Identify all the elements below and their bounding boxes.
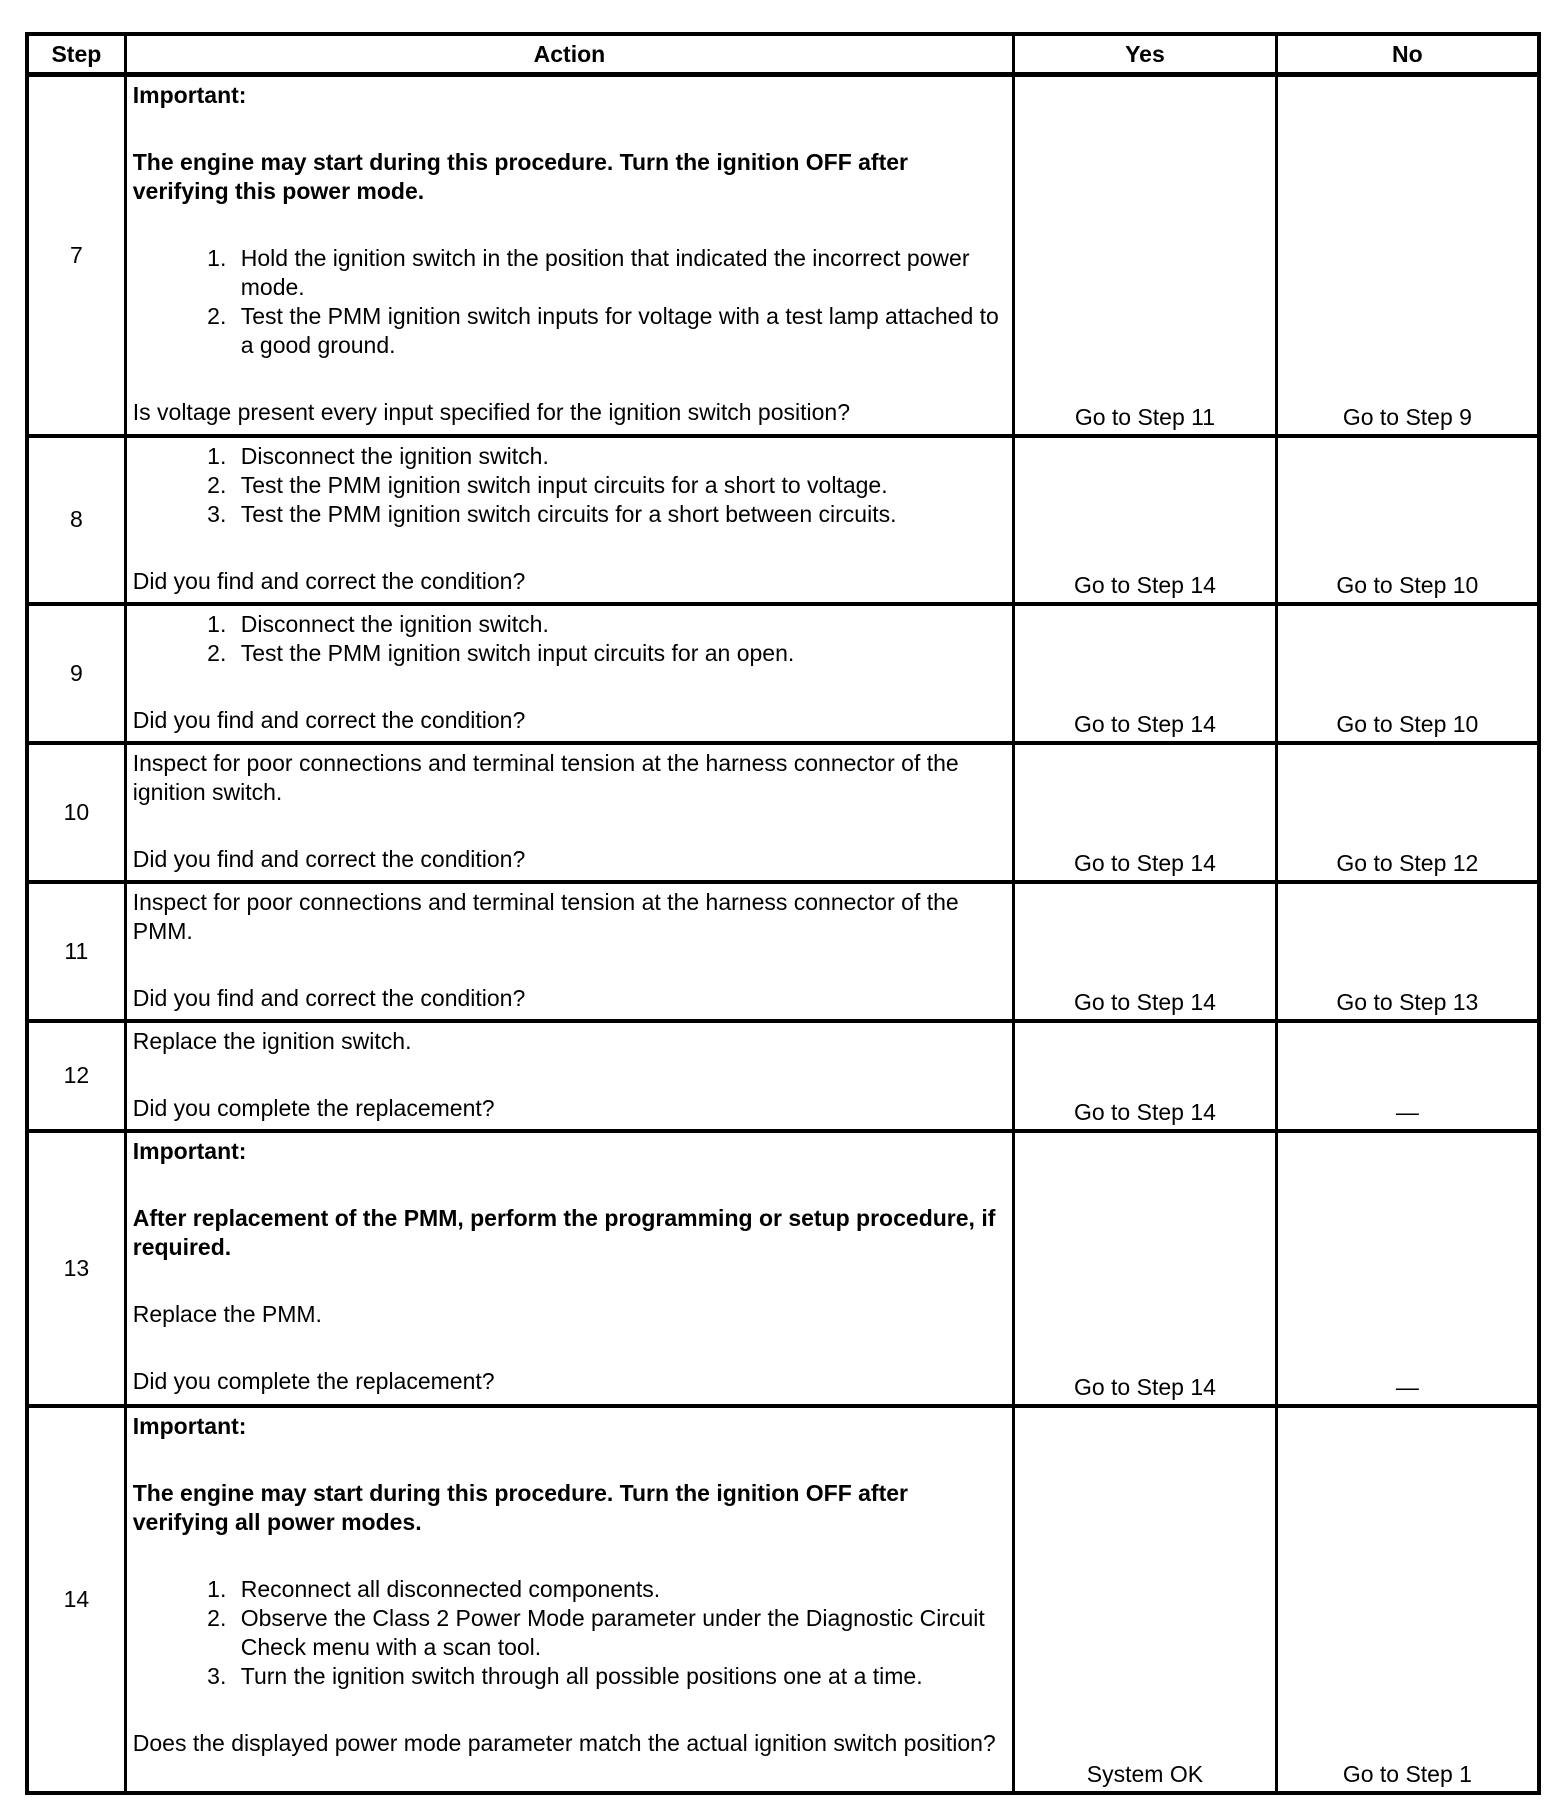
step-number: 8 bbox=[27, 436, 125, 604]
table-row bbox=[27, 1406, 1539, 1793]
step-number: 14 bbox=[27, 1406, 125, 1793]
action-text: Replace the PMM. bbox=[132, 1300, 322, 1327]
action-cell bbox=[125, 1021, 1013, 1131]
yes-result: Go to Step 14 bbox=[1014, 743, 1277, 882]
action-cell bbox=[125, 436, 1013, 604]
list-item: 1. Disconnect the ignition switch. bbox=[233, 442, 1004, 471]
step-number: 11 bbox=[27, 882, 125, 1021]
list-item: 2. Test the PMM ignition switch input circuits for an open. bbox=[233, 639, 1004, 668]
action-cell bbox=[125, 1131, 1013, 1406]
step-number: 10 bbox=[27, 743, 125, 882]
action-cell bbox=[125, 882, 1013, 1021]
no-result: Go to Step 10 bbox=[1276, 436, 1539, 604]
diagnostic-table bbox=[25, 32, 1541, 1795]
question: Did you complete the replacement? bbox=[132, 1094, 495, 1121]
no-result: Go to Step 1 bbox=[1276, 1406, 1539, 1793]
step-number: 13 bbox=[27, 1131, 125, 1406]
procedure-list bbox=[133, 244, 1004, 360]
important-note: The engine may start during this procedure. Turn the ignition OFF after verifying all power modes. bbox=[132, 1479, 908, 1535]
no-result: Go to Step 9 bbox=[1276, 75, 1539, 436]
step-number: 9 bbox=[27, 604, 125, 743]
step-number: 12 bbox=[27, 1021, 125, 1131]
no-result: Go to Step 13 bbox=[1276, 882, 1539, 1021]
table-row bbox=[27, 436, 1539, 604]
question: Did you complete the replacement? bbox=[132, 1367, 495, 1394]
list-item: 1. Disconnect the ignition switch. bbox=[233, 610, 1004, 639]
action-cell bbox=[125, 75, 1013, 436]
no-result: — bbox=[1276, 1131, 1539, 1406]
yes-result: Go to Step 14 bbox=[1014, 436, 1277, 604]
procedure-list bbox=[133, 610, 1004, 668]
yes-result: Go to Step 14 bbox=[1014, 882, 1277, 1021]
important-label: Important: bbox=[132, 82, 247, 108]
header-no: No bbox=[1276, 34, 1539, 75]
question: Did you find and correct the condition? bbox=[132, 845, 526, 872]
table-row bbox=[27, 75, 1539, 436]
yes-result: Go to Step 14 bbox=[1014, 604, 1277, 743]
yes-result: Go to Step 14 bbox=[1014, 1131, 1277, 1406]
important-label: Important: bbox=[132, 1137, 247, 1164]
table-row bbox=[27, 743, 1539, 882]
action-cell bbox=[125, 604, 1013, 743]
no-result: Go to Step 10 bbox=[1276, 604, 1539, 743]
question: Did you find and correct the condition? bbox=[132, 984, 526, 1011]
table-row bbox=[27, 1021, 1539, 1131]
table-row bbox=[27, 1131, 1539, 1406]
header-row bbox=[27, 34, 1539, 75]
list-item: 1. Reconnect all disconnected components. bbox=[233, 1575, 1004, 1604]
important-label: Important: bbox=[132, 1412, 247, 1439]
important-note: The engine may start during this procedure. Turn the ignition OFF after verifying this power mode. bbox=[132, 149, 908, 204]
list-item: 3. Turn the ignition switch through all possible positions one at a time. bbox=[233, 1662, 1004, 1691]
question: Did you find and correct the condition? bbox=[132, 567, 526, 594]
action-text: Replace the ignition switch. bbox=[132, 1027, 412, 1054]
header-step: Step bbox=[27, 34, 125, 75]
action-text: Inspect for poor connections and terminal tension at the harness connector of the PMM. bbox=[132, 888, 959, 944]
procedure-list bbox=[133, 1575, 1004, 1691]
yes-result: Go to Step 14 bbox=[1014, 1021, 1277, 1131]
table-row bbox=[27, 882, 1539, 1021]
header-yes: Yes bbox=[1014, 34, 1277, 75]
list-item: 2. Test the PMM ignition switch inputs for voltage with a test lamp attached to a good ground. bbox=[233, 302, 1004, 360]
question: Is voltage present every input specified for the ignition switch position? bbox=[132, 399, 850, 425]
procedure-list bbox=[133, 442, 1004, 529]
no-result: Go to Step 12 bbox=[1276, 743, 1539, 882]
list-item: 2. Test the PMM ignition switch input circuits for a short to voltage. bbox=[233, 471, 1004, 500]
action-text: Inspect for poor connections and terminal tension at the harness connector of the ignition switch. bbox=[132, 749, 959, 805]
no-result: — bbox=[1276, 1021, 1539, 1131]
step-number: 7 bbox=[27, 75, 125, 436]
list-item: 3. Test the PMM ignition switch circuits for a short between circuits. bbox=[233, 500, 1004, 529]
list-item: 2. Observe the Class 2 Power Mode parameter under the Diagnostic Circuit Check menu with a scan tool. bbox=[233, 1604, 1004, 1662]
yes-result: Go to Step 11 bbox=[1014, 75, 1277, 436]
header-action: Action bbox=[125, 34, 1013, 75]
action-cell bbox=[125, 743, 1013, 882]
question: Did you find and correct the condition? bbox=[132, 706, 526, 733]
question: Does the displayed power mode parameter match the actual ignition switch position? bbox=[132, 1729, 996, 1756]
important-note: After replacement of the PMM, perform the programming or setup procedure, if required. bbox=[132, 1204, 996, 1260]
action-cell bbox=[125, 1406, 1013, 1793]
list-item: 1. Hold the ignition switch in the position that indicated the incorrect power mode. bbox=[233, 244, 1004, 302]
table-row bbox=[27, 604, 1539, 743]
yes-result: System OK bbox=[1014, 1406, 1277, 1793]
